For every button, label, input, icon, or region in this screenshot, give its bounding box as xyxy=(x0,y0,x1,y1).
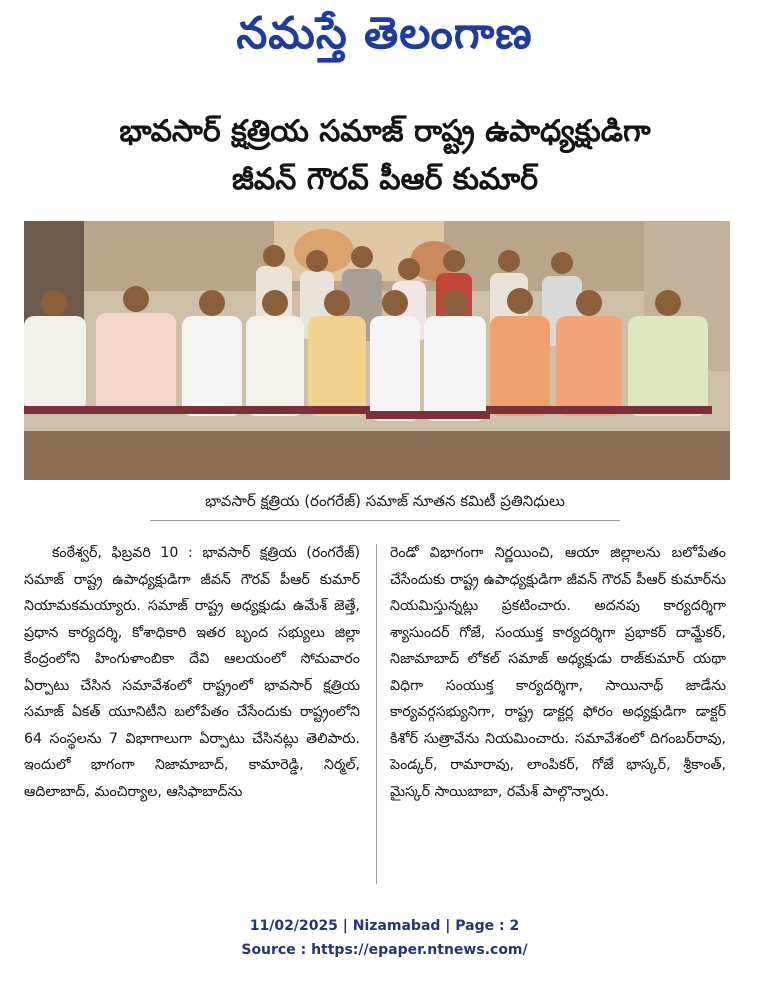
photo-caption: భావసార్ క్షత్రియ (రంగరేజ్) సమాజ్ నూతన కమిటీ ప్రతినిధులు xyxy=(150,492,620,521)
footer-edition-info: 11/02/2025 | Nizamabad | Page : 2 xyxy=(249,918,520,934)
column-divider xyxy=(376,544,377,884)
article-headline xyxy=(40,108,730,204)
headline-line-2: జీవన్ గౌరవ్ పీఆర్ కుమార్ xyxy=(231,162,539,197)
article-column-right: రెండో విభాగంగా నిర్ణయించి, ఆయా జిల్లాలను బలోపేతం చేసేందుకు రాష్ట్ర ఉపాధ్యక్షుడిగా జీవన్ గౌరవ్ పీఆర్ కుమార్‌ను నియమిస్తున్నట్లు ప్రకటించారు. అదనపు కార్యదర్శిగా శ్యాసుందర్ గోజే, సంయుక్త కార్యదర్శిగా ప్రభాకర్ దామ్జేకర్, నిజామాబాద్ లోకల్ సమాజ్ అధ్యక్షుడు రాజ్‌కుమార్ యథా విధిగా సంయుక్త కార్యదర్శిగా, సాయినాథ్ జాడేను కార్యవర్గసభ్యునిగా, రాష్ట్ర డాక్టర్ల ఫోరం అధ్యక్షుడిగా డాక్టర్ కిశోర్ సుత్రావేను నియమించారు. సమావేశంలో దిగంబర్‌రావు, పెండ్కర్, రామారావు, లాంపికర్, గోజే భాస్కర్, శ్రీకాంత్, మైస్కర్ సాయిబాబా, రమేశ్ పాల్గొన్నారు. xyxy=(390,545,726,800)
headline-line-1: భావసార్ క్షత్రియ సమాజ్ రాష్ట్ర ఉపాధ్యక్షుడిగా xyxy=(119,114,651,149)
article-column-left: కంఠేశ్వర్, ఫిబ్రవరి 10 : భావసార్ క్షత్రియ (రంగరేజ్) సమాజ్ రాష్ట్ర ఉపాధ్యక్షుడిగా జీవన్ గౌరవ్ పీఆర్ కుమార్ నియామకమయ్యారు. సమాజ్ రాష్ట్ర అధ్యక్షుడు ఉమేశ్ జెత్తే, ప్రధాన కార్యదర్శి, కోశాధికారి ఇతర బృంద సభ్యులు జిల్లా కేంద్రంలోని హింగుళాంబికా దేవి ఆలయంలో సోమవారం ఏర్పాటు చేసిన సమావేశంలో రాష్ట్రంలో భావసార్ క్షత్రియ సమాజ్ ఏకత్ యూనిటీని బలోపేతం చేసేందుకు రాష్ట్రంలోని 64 సంస్థలను 7 విభాగాలుగా ఏర్పాటు చేసినట్లు తెలిపారు. ఇందులో భాగంగా నిజామాబాద్, కామారెడ్డి, నిర్మల్, ఆదిలాబాద్, మంచిర్యాల, ఆసిఫాబాద్‌ను xyxy=(24,545,360,800)
group-photo-illustration xyxy=(24,221,730,480)
group-photo xyxy=(24,221,730,480)
footer-source-link[interactable]: Source : https://epaper.ntnews.com/ xyxy=(241,942,528,958)
newspaper-masthead: నమస్తే తెలంగాణ xyxy=(236,8,533,59)
